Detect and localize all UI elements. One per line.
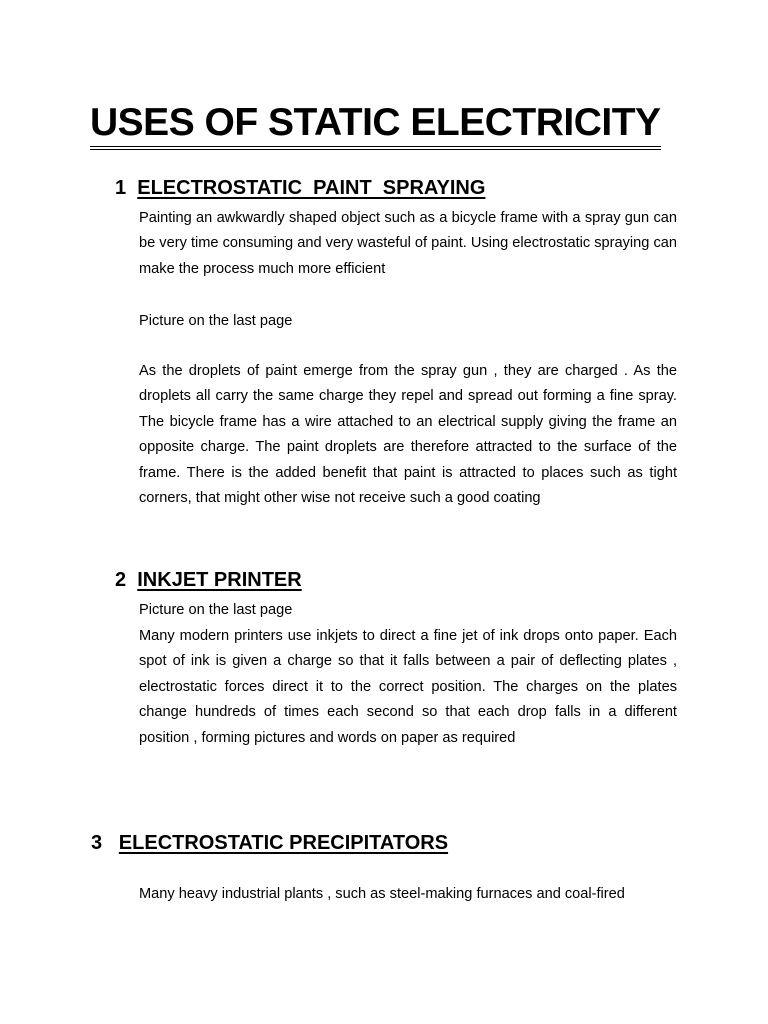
picture-note: Picture on the last page — [139, 602, 293, 618]
section-title: ELECTROSTATIC PAINT SPRAYING — [137, 177, 486, 199]
section-heading-inkjet-printer — [115, 567, 302, 593]
paragraph: As the droplets of paint emerge from the spray gun , they are charged . As the droplets all carry the same charge they repel and spread out forming a fine spray. The bicycle frame has a wire attached to an electrical supply giving the frame an opposite charge. The paint droplets are therefore attracted to the surface of the frame. There is the added benefit that paint is attracted to places such as tight corners, that might other wise not receive such a good coating — [139, 363, 677, 507]
section-heading-precipitators — [91, 830, 448, 856]
paragraph: Many modern printers use inkjets to direct a fine jet of ink drops onto paper. Each spot of ink is given a charge so that it falls between a pair of deflecting plates , electrostatic forces direct it to the correct position. The charges on the plates change hundreds of times each second so that each drop falls in a different position , forming pictures and words on paper as required — [139, 628, 677, 746]
page-title: USES OF STATIC ELECTRICITY — [90, 100, 661, 150]
paragraph: Many heavy industrial plants , such as steel-making furnaces and coal-fired — [139, 886, 625, 902]
section-number: 3 — [91, 832, 103, 854]
section-number: 1 — [115, 177, 127, 199]
section-title: INKJET PRINTER — [137, 569, 302, 591]
picture-note: Picture on the last page — [139, 313, 293, 329]
section-title: ELECTROSTATIC PRECIPITATORS — [118, 832, 449, 854]
paragraph: Painting an awkwardly shaped object such as a bicycle frame with a spray gun can be very time consuming and very wasteful of paint. Using electrostatic spraying can make the process much more efficient — [139, 210, 677, 277]
section-heading-paint-spraying — [115, 175, 485, 201]
section-number: 2 — [115, 569, 127, 591]
